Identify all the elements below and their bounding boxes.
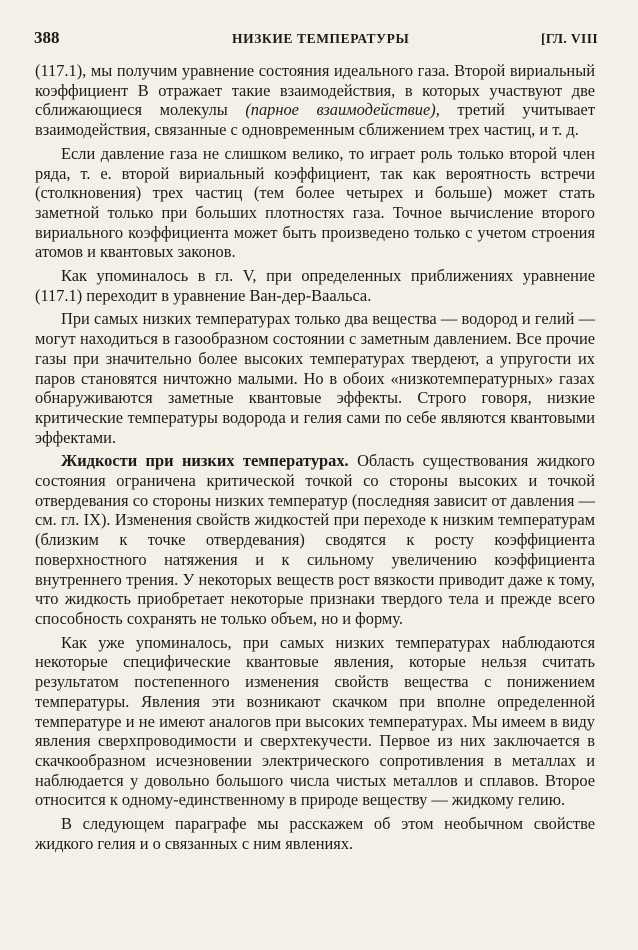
page-number: 388 [34,28,60,47]
chapter-reference: [ГЛ. VIII [541,31,598,46]
paragraph: При самых низких температурах только два вещества — водород и гелий — могут находиться в газообразном состоянии с заметным давлением. Все прочие газы при значительно более высоких температурах твердеют, а упругости их паров становятся ничтожно малыми. Но в обоих «низкотемпературных» газах обнаруживаются заметные квантовые эффекты. Строго говоря, низкие критические температуры водорода и гелия сами по себе являются квантовыми эффектами. [35,309,595,447]
paragraph-liquids [35,451,595,628]
paragraph-text: Область существования жидкого состояния ограничена критической точкой со стороны высоких и точкой отвердевания со стороны низких температур (последняя зависит от давления — см. гл. IX). Изменения свойств жидкостей при переходе к низким температурам (близким к точке отвердевания) сводятся к росту коэффициента поверхностного натяжения и к сильному увеличению коэффициента внутреннего трения. У некоторых веществ рост вязкости приводит даже к тому, что жидкость приобретает некоторые признаки твердого тела и прежде всего способность сохранять не только объем, но и форму. [35,451,595,628]
paragraph-text: , третий учитывает взаимодействия, связанные с одновременным сближением трех частиц, и т. д. [35,100,595,140]
paragraph: Если давление газа не слишком велико, то играет роль только второй член ряда, т. е. второй вириальный коэффициент, так как вероятность встречи (столкновения) трех частиц (тем более четырех и больше) может стать заметной только при больших плотностях газа. Точное вычисление второго вириального коэффициента может быть произведено только с учетом строения атомов и квантовых законов. [35,143,595,262]
page-body [35,61,595,857]
run-in-heading: Жидкости при низких температурах. [61,451,349,471]
page-header [34,28,598,52]
paragraph: Как упоминалось в гл. V, при определенных приближениях уравнение (117.1) переходит в уравнение Ван-дер-Ваальса. [35,266,595,305]
paragraph-continuation [35,61,595,140]
italic-term: (парное взаимодействие) [245,100,436,120]
paragraph: В следующем параграфе мы расскажем об этом необычном свойстве жидкого гелия и о связанных с ним явлениях. [35,814,595,853]
running-title: НИЗКИЕ ТЕМПЕРАТУРЫ [232,31,410,46]
paragraph-text: (117.1), мы получим уравнение состояния идеального газа. Второй вириальный коэффициент B отражает такие взаимодействия, в которых участвуют две сближающиеся молекулы [35,61,595,120]
paragraph: Как уже упоминалось, при самых низких температурах наблюдаются некоторые специфические квантовые явления, которые нельзя считать результатом постепенного изменения свойств вещества с понижением температуры. Явления эти возникают скачком при вполне определенной температуре и не имеют аналогов при высоких температурах. Мы имеем в виду явления сверхпроводимости и сверхтекучести. Первое из них заключается в скачкообразном исчезновении электрического сопротивления в металлах и наблюдается у довольно большого числа чистых металлов и сплавов. Второе относится к одному-единственному в природе веществу — жидкому гелию. [35,632,595,810]
